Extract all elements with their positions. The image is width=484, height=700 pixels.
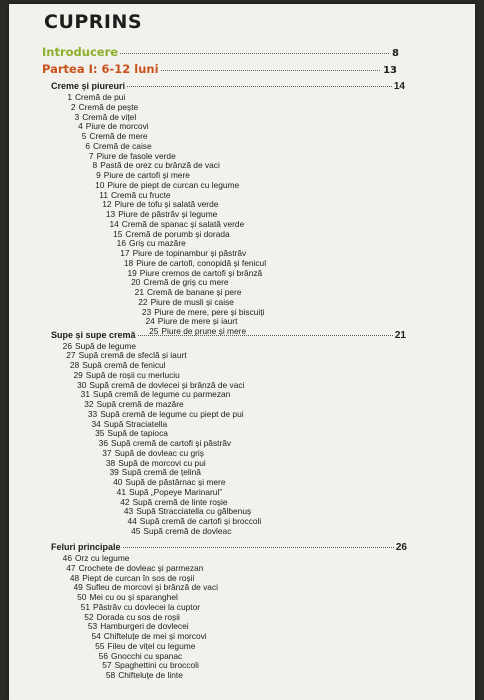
toc-item — [112, 487, 222, 497]
item-number: 13 — [105, 209, 116, 219]
toc-item — [58, 92, 125, 102]
toc-entry-partea — [42, 62, 397, 76]
item-title: Fileu de vițel cu legume — [107, 640, 196, 651]
item-title: Cremă de spanac și salată verde — [121, 218, 245, 229]
item-title: Piure cremos de cartofi și brânză — [139, 267, 263, 278]
toc-entry-introducere — [42, 45, 399, 59]
item-title: Piure de mere, pere și biscuiți — [154, 306, 265, 317]
item-number: 43 — [123, 506, 134, 517]
item-number: 36 — [98, 438, 108, 448]
toc-item — [87, 170, 190, 180]
item-title: Sufleu de morcovi și brânză de vaci — [85, 582, 219, 593]
toc-item — [98, 660, 199, 670]
entry-page: 13 — [383, 65, 397, 76]
item-number: 45 — [131, 525, 141, 536]
item-title: Piure de tofu și salată verde — [114, 199, 219, 210]
item-number: 18 — [123, 257, 134, 268]
entry-label: Introducere — [42, 45, 119, 59]
toc-item — [126, 277, 228, 287]
item-number: 10 — [95, 179, 105, 190]
item-number: 39 — [109, 467, 119, 478]
item-title: Piure de musli și caise — [150, 296, 234, 307]
leader-dots — [123, 547, 394, 548]
item-number: 8 — [92, 160, 98, 171]
section-heading — [51, 81, 405, 92]
toc-item — [65, 360, 165, 370]
item-number: 16 — [116, 238, 126, 249]
toc-item — [76, 141, 152, 151]
item-number: 32 — [84, 399, 94, 409]
toc-item — [105, 219, 244, 229]
item-title: Piept de curcan în sos de roșii — [82, 572, 195, 583]
item-number: 9 — [96, 170, 101, 180]
item-title: Cremă de mere — [89, 131, 148, 141]
toc-item — [105, 467, 201, 477]
item-title: Cremă de vițel — [82, 111, 137, 122]
toc-item — [90, 641, 195, 651]
section-label: Creme și piureuri — [51, 81, 126, 91]
item-title: Supă cremă de sfeclă și iaurt — [78, 350, 187, 361]
toc-item — [69, 121, 149, 131]
section-label: Feluri principale — [51, 542, 121, 552]
item-title: Piure de cartofi, conopidă și fenicul — [136, 257, 267, 268]
item-number: 2 — [70, 101, 76, 112]
toc-item — [83, 160, 220, 170]
toc-item — [137, 307, 264, 317]
item-title: Supă de păstârnac și mere — [125, 477, 226, 487]
toc-item — [101, 209, 217, 219]
toc-item — [94, 438, 231, 448]
item-title: Supă de tapioca — [107, 428, 168, 439]
item-number: 17 — [120, 248, 130, 258]
item-title: Cremă de porumb și dorada — [125, 228, 230, 239]
item-number: 50 — [77, 592, 87, 602]
page-title: CUPRINS — [44, 11, 143, 33]
item-title: Chifteluțe de mei și morcovi — [103, 631, 207, 641]
toc-item — [62, 350, 187, 360]
item-title: Supă cremă de mazăre — [96, 399, 184, 409]
toc-item — [83, 409, 243, 419]
toc-item — [141, 316, 238, 326]
item-number: 31 — [80, 389, 90, 400]
item-number: 6 — [85, 140, 90, 151]
toc-item — [80, 151, 176, 161]
toc-item — [76, 389, 230, 399]
toc-item — [72, 380, 244, 390]
item-title: Supă cremă de cartofi și păstrăv — [111, 438, 232, 448]
item-number: 51 — [80, 601, 90, 612]
toc-item — [112, 238, 186, 248]
item-title: Piure de piept de curcan cu legume — [107, 179, 240, 190]
item-number: 4 — [78, 121, 83, 132]
item-number: 56 — [98, 650, 108, 661]
item-number: 52 — [84, 611, 94, 622]
toc-item — [69, 582, 218, 592]
leader-dots — [127, 86, 392, 87]
item-title: Piure de morcovi — [85, 121, 149, 132]
toc-item — [98, 448, 204, 458]
item-number: 7 — [88, 150, 94, 161]
item-title: Griș cu mazăre — [129, 238, 186, 249]
toc-item — [101, 458, 206, 468]
item-number: 55 — [95, 640, 105, 651]
section-page: 21 — [394, 330, 406, 341]
item-number: 29 — [73, 369, 83, 380]
toc-item — [116, 248, 247, 258]
item-number: 19 — [127, 267, 137, 278]
item-number: 24 — [145, 316, 155, 327]
item-title: Crochete de dovleac și parmezan — [78, 562, 204, 573]
toc-item — [123, 516, 262, 526]
item-number: 3 — [74, 111, 80, 122]
item-title: Supă de morcovi cu pui — [118, 457, 206, 468]
item-title: Piure de păstrăv și legume — [118, 209, 218, 219]
item-number: 35 — [95, 428, 105, 439]
item-title: Supă cremă de fenicul — [82, 360, 166, 370]
item-number: 25 — [149, 326, 159, 336]
item-number: 30 — [77, 379, 87, 390]
toc-item — [62, 563, 204, 573]
item-number: 40 — [113, 477, 123, 487]
item-number: 34 — [91, 418, 101, 429]
entry-label: Partea I: 6-12 luni — [42, 62, 159, 76]
item-number: 12 — [102, 199, 112, 210]
toc-item — [83, 621, 188, 631]
toc-item — [94, 651, 182, 661]
item-title: Supă Stracciatella cu gălbenuș — [136, 506, 252, 517]
entry-page: 8 — [392, 48, 399, 59]
item-title: Gnocchi cu spanac — [111, 650, 183, 661]
item-title: Cremă cu fructe — [111, 189, 171, 200]
item-number: 42 — [120, 496, 130, 507]
toc-item — [108, 229, 229, 239]
toc-item — [58, 341, 136, 351]
item-number: 54 — [91, 631, 101, 641]
section-page: 14 — [393, 81, 405, 92]
toc-item — [126, 526, 231, 536]
book-page — [9, 4, 475, 700]
item-number: 38 — [105, 457, 116, 468]
item-number: 37 — [102, 447, 112, 458]
item-title: Pastă de orez cu brânză de vaci — [100, 160, 220, 171]
item-number: 26 — [62, 340, 72, 351]
item-title: Supă de roșii cu merluciu — [85, 369, 180, 380]
item-title: Chifteluțe de linte — [118, 670, 183, 680]
item-title: Piure de fasole verde — [96, 150, 176, 161]
item-number: 11 — [99, 189, 108, 200]
item-title: Supă cremă de legume cu parmezan — [93, 389, 231, 400]
item-number: 28 — [69, 360, 80, 370]
item-title: Supă cremă de dovleac — [143, 525, 232, 536]
toc-item — [72, 592, 177, 602]
toc-item — [98, 199, 219, 209]
toc-item — [65, 112, 136, 122]
toc-item — [123, 268, 262, 278]
toc-item — [90, 180, 239, 190]
toc-item — [87, 631, 207, 641]
toc-item — [144, 326, 246, 336]
item-title: Cremă de caise — [93, 140, 152, 151]
leader-dots — [161, 70, 381, 71]
item-title: Piure de topinambur și păstrăv — [132, 248, 247, 258]
toc-item — [65, 573, 194, 583]
item-title: Spaghettini cu broccoli — [114, 660, 199, 671]
item-number: 46 — [62, 553, 72, 563]
section-heading — [51, 542, 407, 553]
item-title: Cremă de banane și pere — [147, 287, 242, 297]
toc-item — [90, 428, 168, 438]
item-number: 27 — [66, 350, 76, 361]
item-number: 33 — [87, 408, 98, 419]
item-title: Dorada cu sos de roșii — [96, 611, 180, 622]
toc-item — [108, 477, 225, 487]
toc-item — [76, 602, 200, 612]
item-title: Supă cremă de dovlecei și brânză de vaci — [89, 379, 245, 390]
item-number: 48 — [69, 572, 80, 583]
toc-item — [80, 399, 184, 409]
item-number: 14 — [109, 218, 119, 229]
toc-item — [80, 612, 180, 622]
item-number: 58 — [105, 670, 116, 680]
item-title: Supă Straciatella — [103, 418, 168, 429]
item-title: Păstrăv cu dovlecei la cuptor — [93, 601, 201, 612]
item-number: 22 — [138, 296, 148, 307]
item-number: 49 — [73, 582, 83, 593]
item-title: Supă cremă de linte roșie — [132, 496, 228, 507]
toc-item — [58, 553, 129, 563]
item-number: 5 — [81, 131, 87, 141]
item-number: 23 — [141, 306, 152, 317]
item-title: Cremă de pește — [78, 101, 139, 112]
item-number: 47 — [66, 562, 76, 573]
item-title: Supă cremă de țelină — [121, 467, 201, 478]
item-title: Piure de cartofi și mere — [103, 170, 190, 180]
item-number: 53 — [87, 621, 98, 632]
item-title: Supă cremă de legume cu piept de pui — [100, 408, 244, 419]
toc-item — [94, 190, 171, 200]
section-label: Supe și supe cremă — [51, 330, 136, 340]
item-number: 20 — [131, 277, 141, 288]
toc-item — [119, 506, 251, 516]
item-title: Piure de prune și mere — [161, 326, 247, 336]
item-title: Piure de mere și iaurt — [157, 316, 238, 327]
item-title: Hamburgeri de dovlecei — [100, 621, 189, 632]
item-title: Cremă de pui — [75, 92, 126, 102]
toc-item — [134, 297, 234, 307]
toc-item — [69, 370, 180, 380]
item-number: 15 — [113, 228, 123, 239]
toc-item — [119, 258, 266, 268]
toc-item — [72, 131, 147, 141]
item-number: 57 — [102, 660, 112, 671]
item-title: Supă de legume — [75, 340, 136, 351]
item-title: Supă de dovleac cu griș — [114, 447, 204, 458]
item-number: 44 — [127, 516, 137, 526]
item-title: Cremă de griș cu mere — [143, 277, 229, 288]
item-number: 41 — [116, 486, 126, 497]
leader-dots — [120, 53, 389, 54]
item-number: 1 — [67, 92, 72, 102]
toc-item — [87, 419, 167, 429]
item-title: Supă cremă de cartofi și broccoli — [139, 516, 262, 526]
item-title: Mei cu ou și sparanghel — [89, 592, 178, 602]
toc-item — [130, 287, 242, 297]
item-title: Supă „Popeye Marinarul” — [129, 486, 223, 497]
toc-item — [62, 102, 139, 112]
toc-item — [101, 670, 183, 680]
section-page: 26 — [395, 542, 407, 553]
item-number: 21 — [134, 287, 144, 297]
toc-item — [116, 497, 228, 507]
item-title: Orz cu legume — [75, 553, 130, 563]
